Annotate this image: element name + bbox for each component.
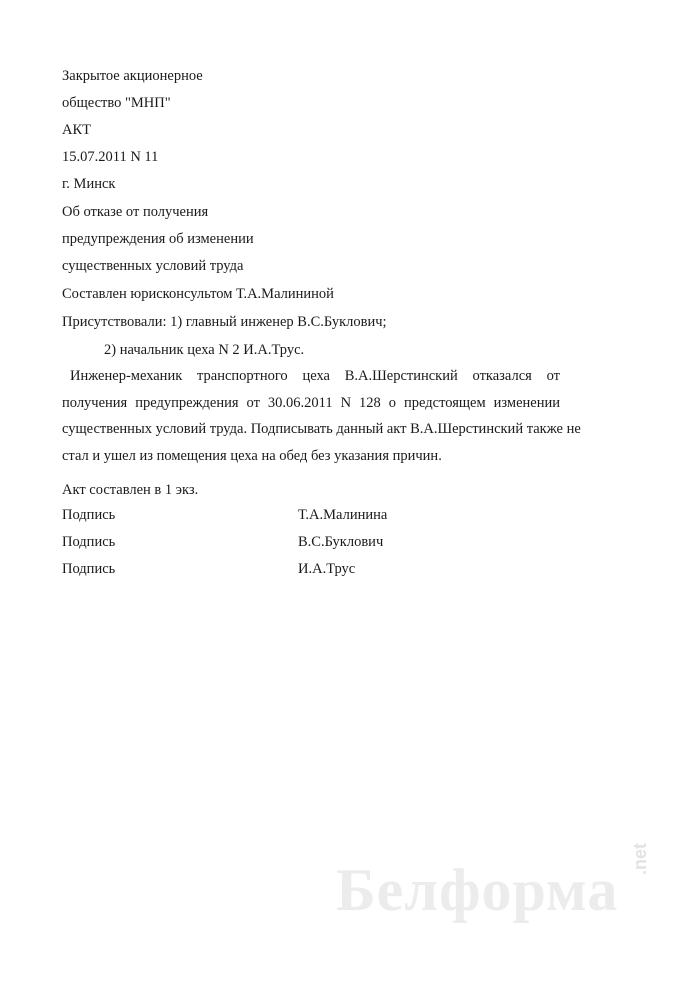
subject-line-2: предупреждения об изменении	[62, 231, 254, 247]
signatory-name: И.А.Трус	[298, 561, 356, 577]
body-line-2: получения предупреждения от 30.06.2011 N 128 о предстоящем изменении	[62, 394, 560, 411]
watermark-suffix: .net	[630, 842, 650, 875]
org-name-line-2: общество "МНП"	[62, 95, 171, 111]
signature-label: Подпись	[62, 534, 116, 550]
body-paragraph	[62, 367, 581, 473]
body-line-3: существенных условий труда. Подписывать данный акт В.А.Шерстинский также не	[62, 421, 581, 437]
compiled-by: Составлен юрисконсультом Т.А.Малининой	[62, 286, 334, 302]
copies-note: Акт составлен в 1 экз.	[62, 482, 199, 498]
watermark-logo: Белформа	[336, 857, 619, 923]
subject-line-3: существенных условий труда	[62, 258, 244, 274]
signature-label: Подпись	[62, 507, 116, 523]
body-line-4: стал и ушел из помещения цеха на обед без указания причин.	[62, 447, 442, 464]
document-type: АКТ	[62, 122, 91, 138]
present-line-1: Присутствовали: 1) главный инженер В.С.Буклович;	[62, 314, 387, 330]
present-line-2: 2) начальник цеха N 2 И.А.Трус.	[104, 342, 305, 358]
document-date-number: 15.07.2011 N 11	[62, 149, 159, 165]
document-city: г. Минск	[62, 176, 116, 192]
signature-label: Подпись	[62, 561, 116, 577]
subject-line-1: Об отказе от получения	[62, 204, 209, 220]
signatory-name: Т.А.Малинина	[298, 507, 388, 523]
signatory-name: В.С.Буклович	[298, 534, 384, 550]
body-line-1: Инженер-механик транспортного цеха В.А.Шерстинский отказался от	[70, 368, 560, 384]
org-name-line-1: Закрытое акционерное	[62, 68, 203, 84]
